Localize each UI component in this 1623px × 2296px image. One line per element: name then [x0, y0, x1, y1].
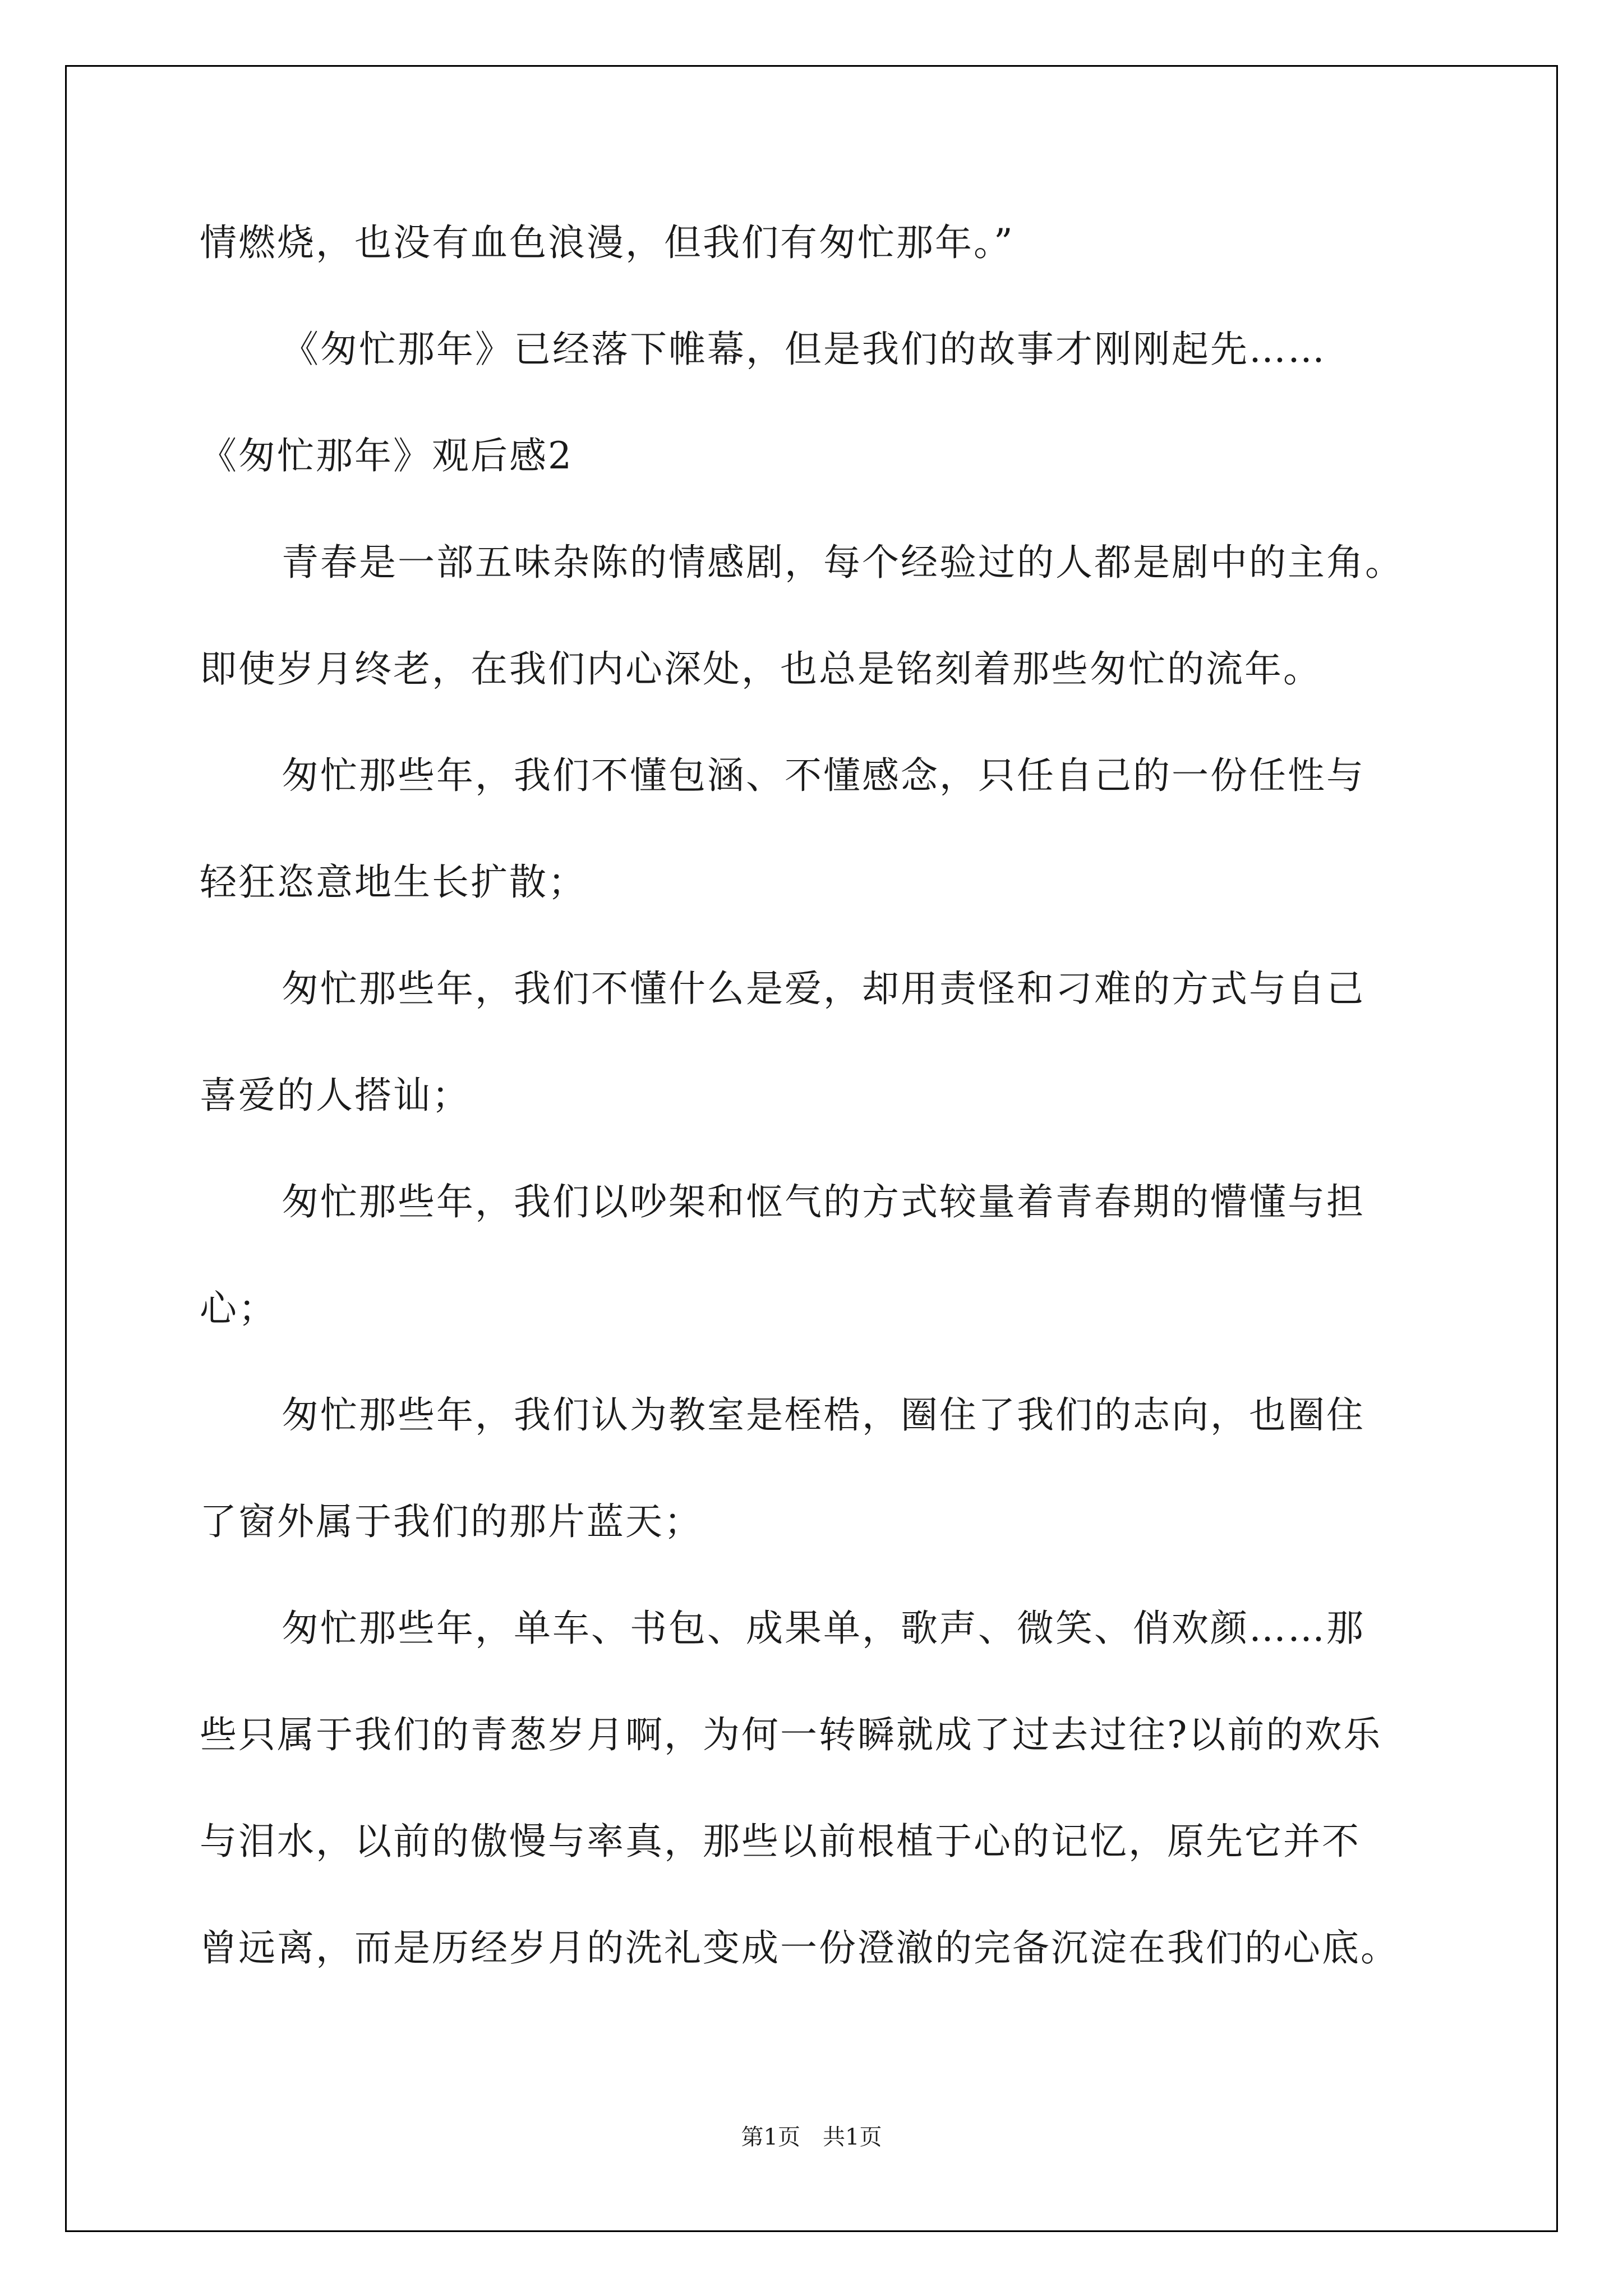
text-line: 轻狂恣意地生长扩散；	[200, 861, 587, 904]
text-line: 匆忙那些年，单车、书包、成果单，歌声、微笑、俏欢颜……那	[282, 1607, 1365, 1650]
page-number: 第1页	[741, 2124, 800, 2150]
text-line: 喜爱的人搭讪；	[200, 1074, 471, 1117]
document-body	[200, 190, 1433, 2001]
text-line: 与泪水，以前的傲慢与率真，那些以前根植于心的记忆，原先它并不	[200, 1820, 1361, 1863]
text-line: 心；	[200, 1287, 277, 1330]
page-total: 共1页	[823, 2124, 882, 2150]
section-heading: 《匆忙那年》观后感2	[200, 434, 573, 477]
text-line: 曾远离，而是历经岁月的洗礼变成一份澄澈的完备沉淀在我们的心底。	[200, 1926, 1399, 1970]
text-line: 即使岁月终老，在我们内心深处，也总是铭刻着那些匆忙的流年。	[200, 647, 1322, 691]
text-line: 情燃烧，也没有血色浪漫，但我们有匆忙那年。”	[200, 221, 1015, 264]
text-line: 匆忙那些年，我们以吵架和怄气的方式较量着青春期的懵懂与担	[282, 1180, 1365, 1223]
text-line: 青春是一部五味杂陈的情感剧，每个经验过的人都是剧中的主角。	[282, 541, 1404, 584]
page-footer	[0, 2120, 1623, 2154]
text-line: 些只属于我们的青葱岁月啊，为何一转瞬就成了过去过往?以前的欢乐	[200, 1713, 1382, 1756]
text-line: 了窗外属于我们的那片蓝天；	[200, 1500, 703, 1543]
text-line: 匆忙那些年，我们不懂什么是爱，却用责怪和刁难的方式与自己	[282, 967, 1365, 1010]
text-line: 匆忙那些年，我们认为教室是桎梏，圈住了我们的志向，也圈住	[282, 1393, 1365, 1437]
text-line: 匆忙那些年，我们不懂包涵、不懂感念，只任自己的一份任性与	[282, 754, 1365, 797]
text-line: 《匆忙那年》已经落下帷幕，但是我们的故事才刚刚起先……	[282, 328, 1326, 371]
